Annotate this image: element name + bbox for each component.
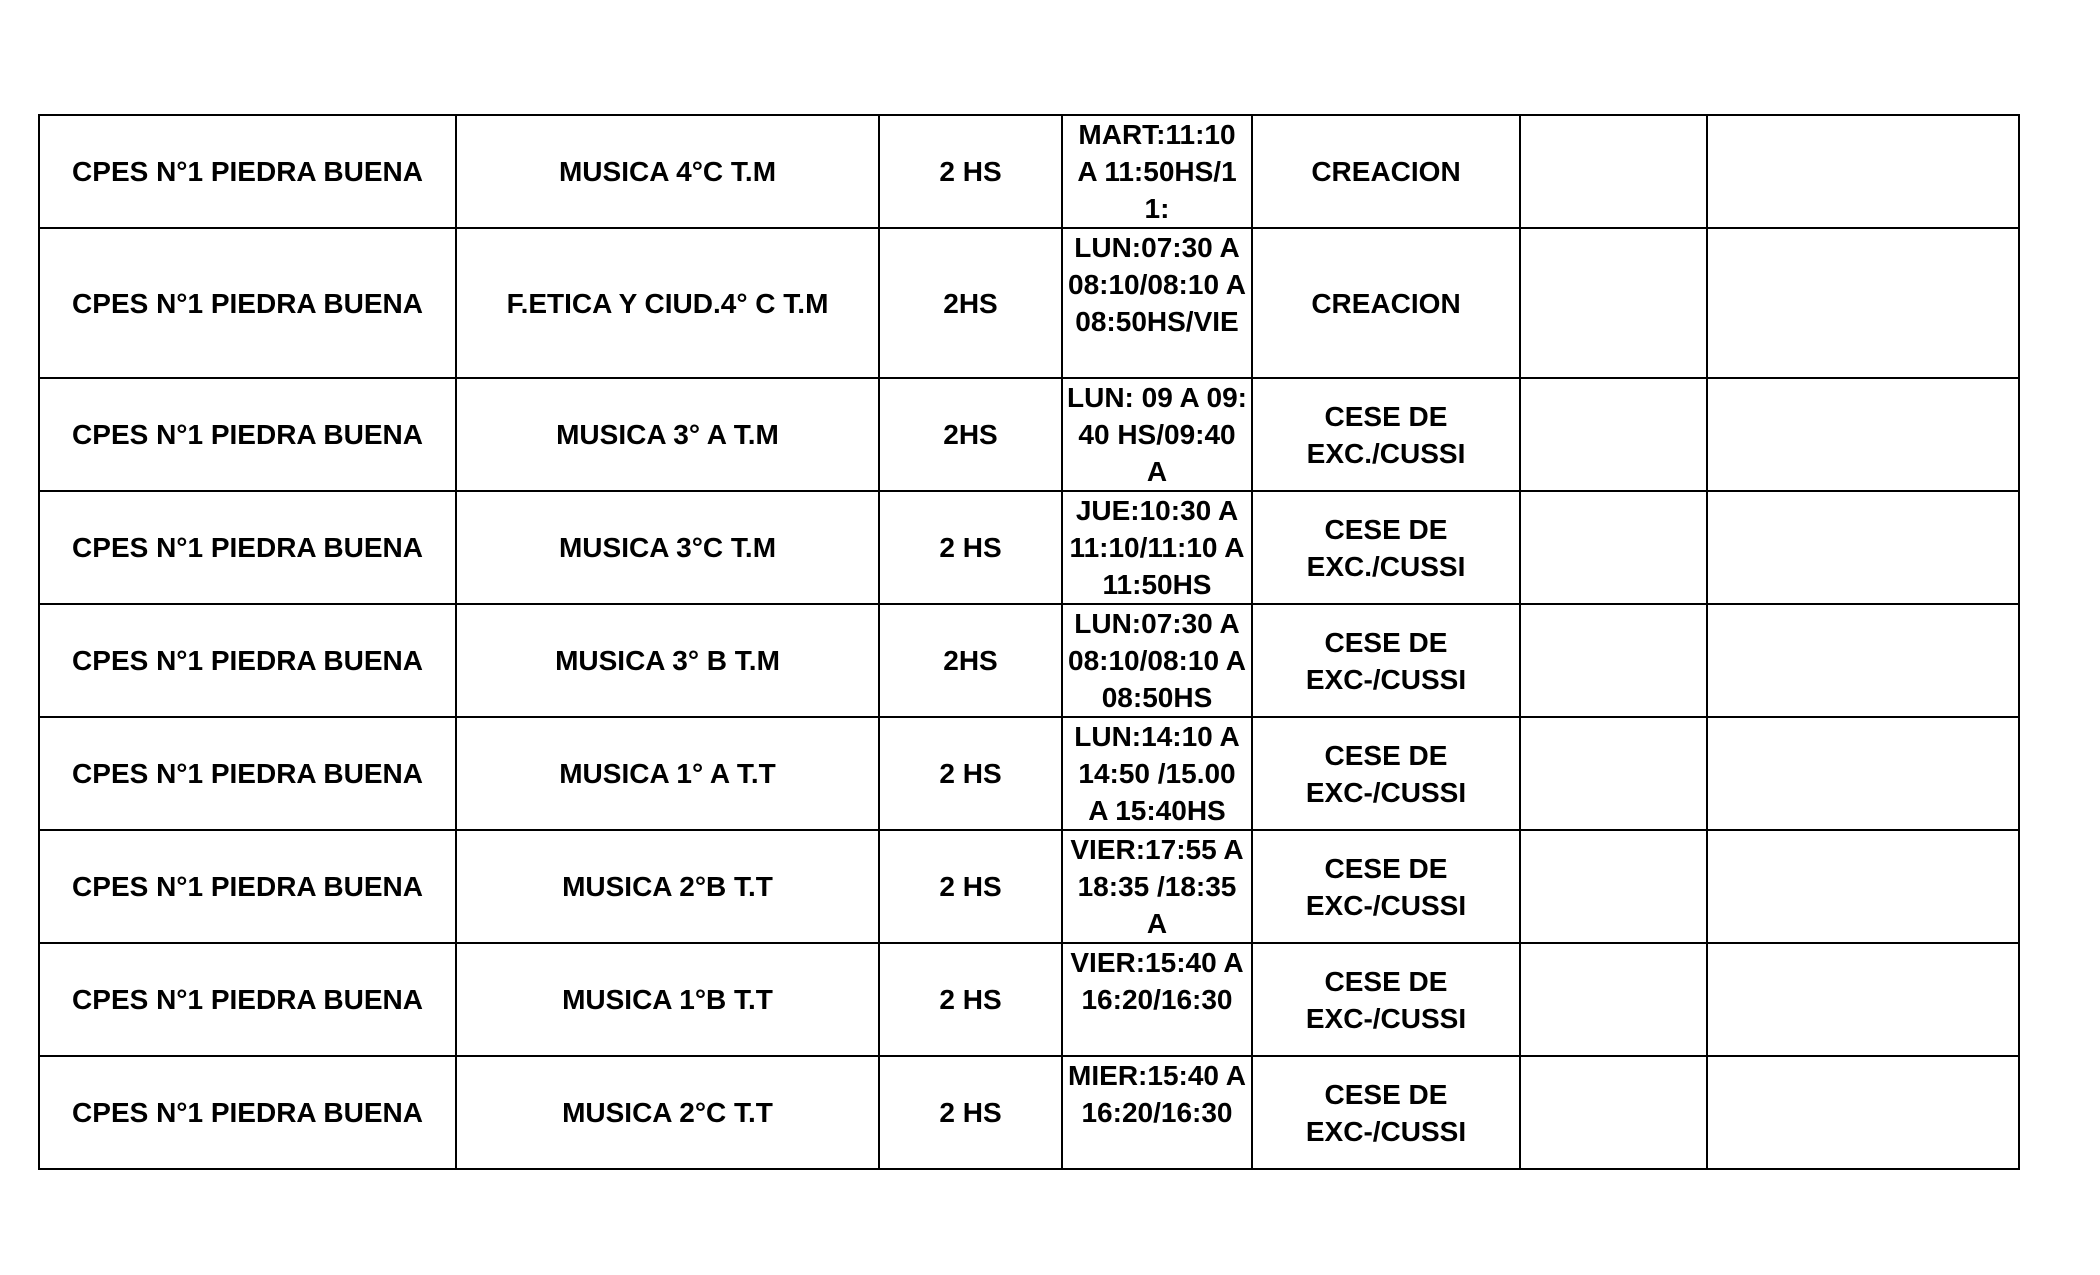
institution-cell: CPES N°1 PIEDRA BUENA (39, 830, 456, 943)
subject-cell: MUSICA 4°C T.M (456, 115, 879, 228)
subject-cell: F.ETICA Y CIUD.4° C T.M (456, 228, 879, 378)
situation-cell: CESE DE EXC./CUSSI (1252, 378, 1520, 491)
subject-cell: MUSICA 3° A T.M (456, 378, 879, 491)
table-row (39, 717, 2019, 830)
table-row (39, 1056, 2019, 1169)
institution-cell: CPES N°1 PIEDRA BUENA (39, 1056, 456, 1169)
subject-cell: MUSICA 3° B T.M (456, 604, 879, 717)
hours-cell: 2HS (879, 604, 1062, 717)
schedule-cell (1062, 115, 1252, 228)
situation-cell: CESE DE EXC-/CUSSI (1252, 1056, 1520, 1169)
schedule-cell (1062, 943, 1252, 1056)
situation-cell: CESE DE EXC-/CUSSI (1252, 943, 1520, 1056)
schedule-text: LUN:07:30 A 08:10/08:10 A 08:50HS/VIE (1068, 232, 1246, 337)
empty-cell (1520, 228, 1707, 378)
institution-cell: CPES N°1 PIEDRA BUENA (39, 943, 456, 1056)
empty-cell (1707, 830, 2019, 943)
situation-cell: CESE DE EXC./CUSSI (1252, 491, 1520, 604)
subject-cell: MUSICA 2°C T.T (456, 1056, 879, 1169)
schedule-cell (1062, 1056, 1252, 1169)
subject-cell: MUSICA 2°B T.T (456, 830, 879, 943)
schedule-cell (1062, 604, 1252, 717)
schedule-text: VIER:15:40 A 16:20/16:30 (1070, 947, 1244, 1015)
hours-cell: 2 HS (879, 943, 1062, 1056)
hours-cell: 2 HS (879, 115, 1062, 228)
empty-cell (1520, 943, 1707, 1056)
schedule-cell (1062, 491, 1252, 604)
empty-cell (1520, 830, 1707, 943)
situation-cell: CREACION (1252, 115, 1520, 228)
empty-cell (1520, 717, 1707, 830)
empty-cell (1520, 491, 1707, 604)
institution-cell: CPES N°1 PIEDRA BUENA (39, 378, 456, 491)
institution-cell: CPES N°1 PIEDRA BUENA (39, 228, 456, 378)
hours-cell: 2HS (879, 228, 1062, 378)
schedule-text: MART:11:10 A 11:50HS/11: (1077, 119, 1237, 224)
table-row (39, 228, 2019, 378)
hours-cell: 2 HS (879, 1056, 1062, 1169)
empty-cell (1707, 378, 2019, 491)
schedule-text: LUN:07:30 A 08:10/08:10 A 08:50HS (1068, 608, 1246, 713)
subject-cell: MUSICA 1° A T.T (456, 717, 879, 830)
table-body (39, 115, 2019, 1169)
institution-cell: CPES N°1 PIEDRA BUENA (39, 115, 456, 228)
situation-cell: CESE DE EXC-/CUSSI (1252, 830, 1520, 943)
hours-cell: 2 HS (879, 717, 1062, 830)
situation-cell: CESE DE EXC-/CUSSI (1252, 717, 1520, 830)
hours-cell: 2HS (879, 378, 1062, 491)
institution-cell: CPES N°1 PIEDRA BUENA (39, 491, 456, 604)
institution-cell: CPES N°1 PIEDRA BUENA (39, 604, 456, 717)
empty-cell (1707, 491, 2019, 604)
empty-cell (1707, 1056, 2019, 1169)
empty-cell (1707, 604, 2019, 717)
schedule-cell (1062, 830, 1252, 943)
empty-cell (1520, 378, 1707, 491)
empty-cell (1707, 943, 2019, 1056)
subject-cell: MUSICA 1°B T.T (456, 943, 879, 1056)
situation-cell: CREACION (1252, 228, 1520, 378)
empty-cell (1520, 115, 1707, 228)
table-row (39, 378, 2019, 491)
table-row (39, 943, 2019, 1056)
institution-cell: CPES N°1 PIEDRA BUENA (39, 717, 456, 830)
empty-cell (1707, 717, 2019, 830)
table-row (39, 491, 2019, 604)
empty-cell (1707, 228, 2019, 378)
schedule-text: MIER:15:40 A 16:20/16:30 (1068, 1060, 1246, 1128)
subject-cell: MUSICA 3°C T.M (456, 491, 879, 604)
schedule-text: LUN: 09 A 09:40 HS/09:40 A (1067, 382, 1247, 487)
schedule-cell (1062, 378, 1252, 491)
hours-cell: 2 HS (879, 830, 1062, 943)
schedule-text: LUN:14:10 A 14:50 /15.00 A 15:40HS (1074, 721, 1240, 826)
empty-cell (1520, 604, 1707, 717)
situation-cell: CESE DE EXC-/CUSSI (1252, 604, 1520, 717)
table-row (39, 115, 2019, 228)
hours-cell: 2 HS (879, 491, 1062, 604)
schedule-cell (1062, 717, 1252, 830)
schedule-text: VIER:17:55 A 18:35 /18:35 A (1070, 834, 1244, 939)
table-row (39, 604, 2019, 717)
empty-cell (1520, 1056, 1707, 1169)
schedule-table (38, 114, 2020, 1170)
schedule-text: JUE:10:30 A 11:10/11:10 A 11:50HS (1069, 495, 1245, 600)
table-row (39, 830, 2019, 943)
empty-cell (1707, 115, 2019, 228)
schedule-cell (1062, 228, 1252, 378)
